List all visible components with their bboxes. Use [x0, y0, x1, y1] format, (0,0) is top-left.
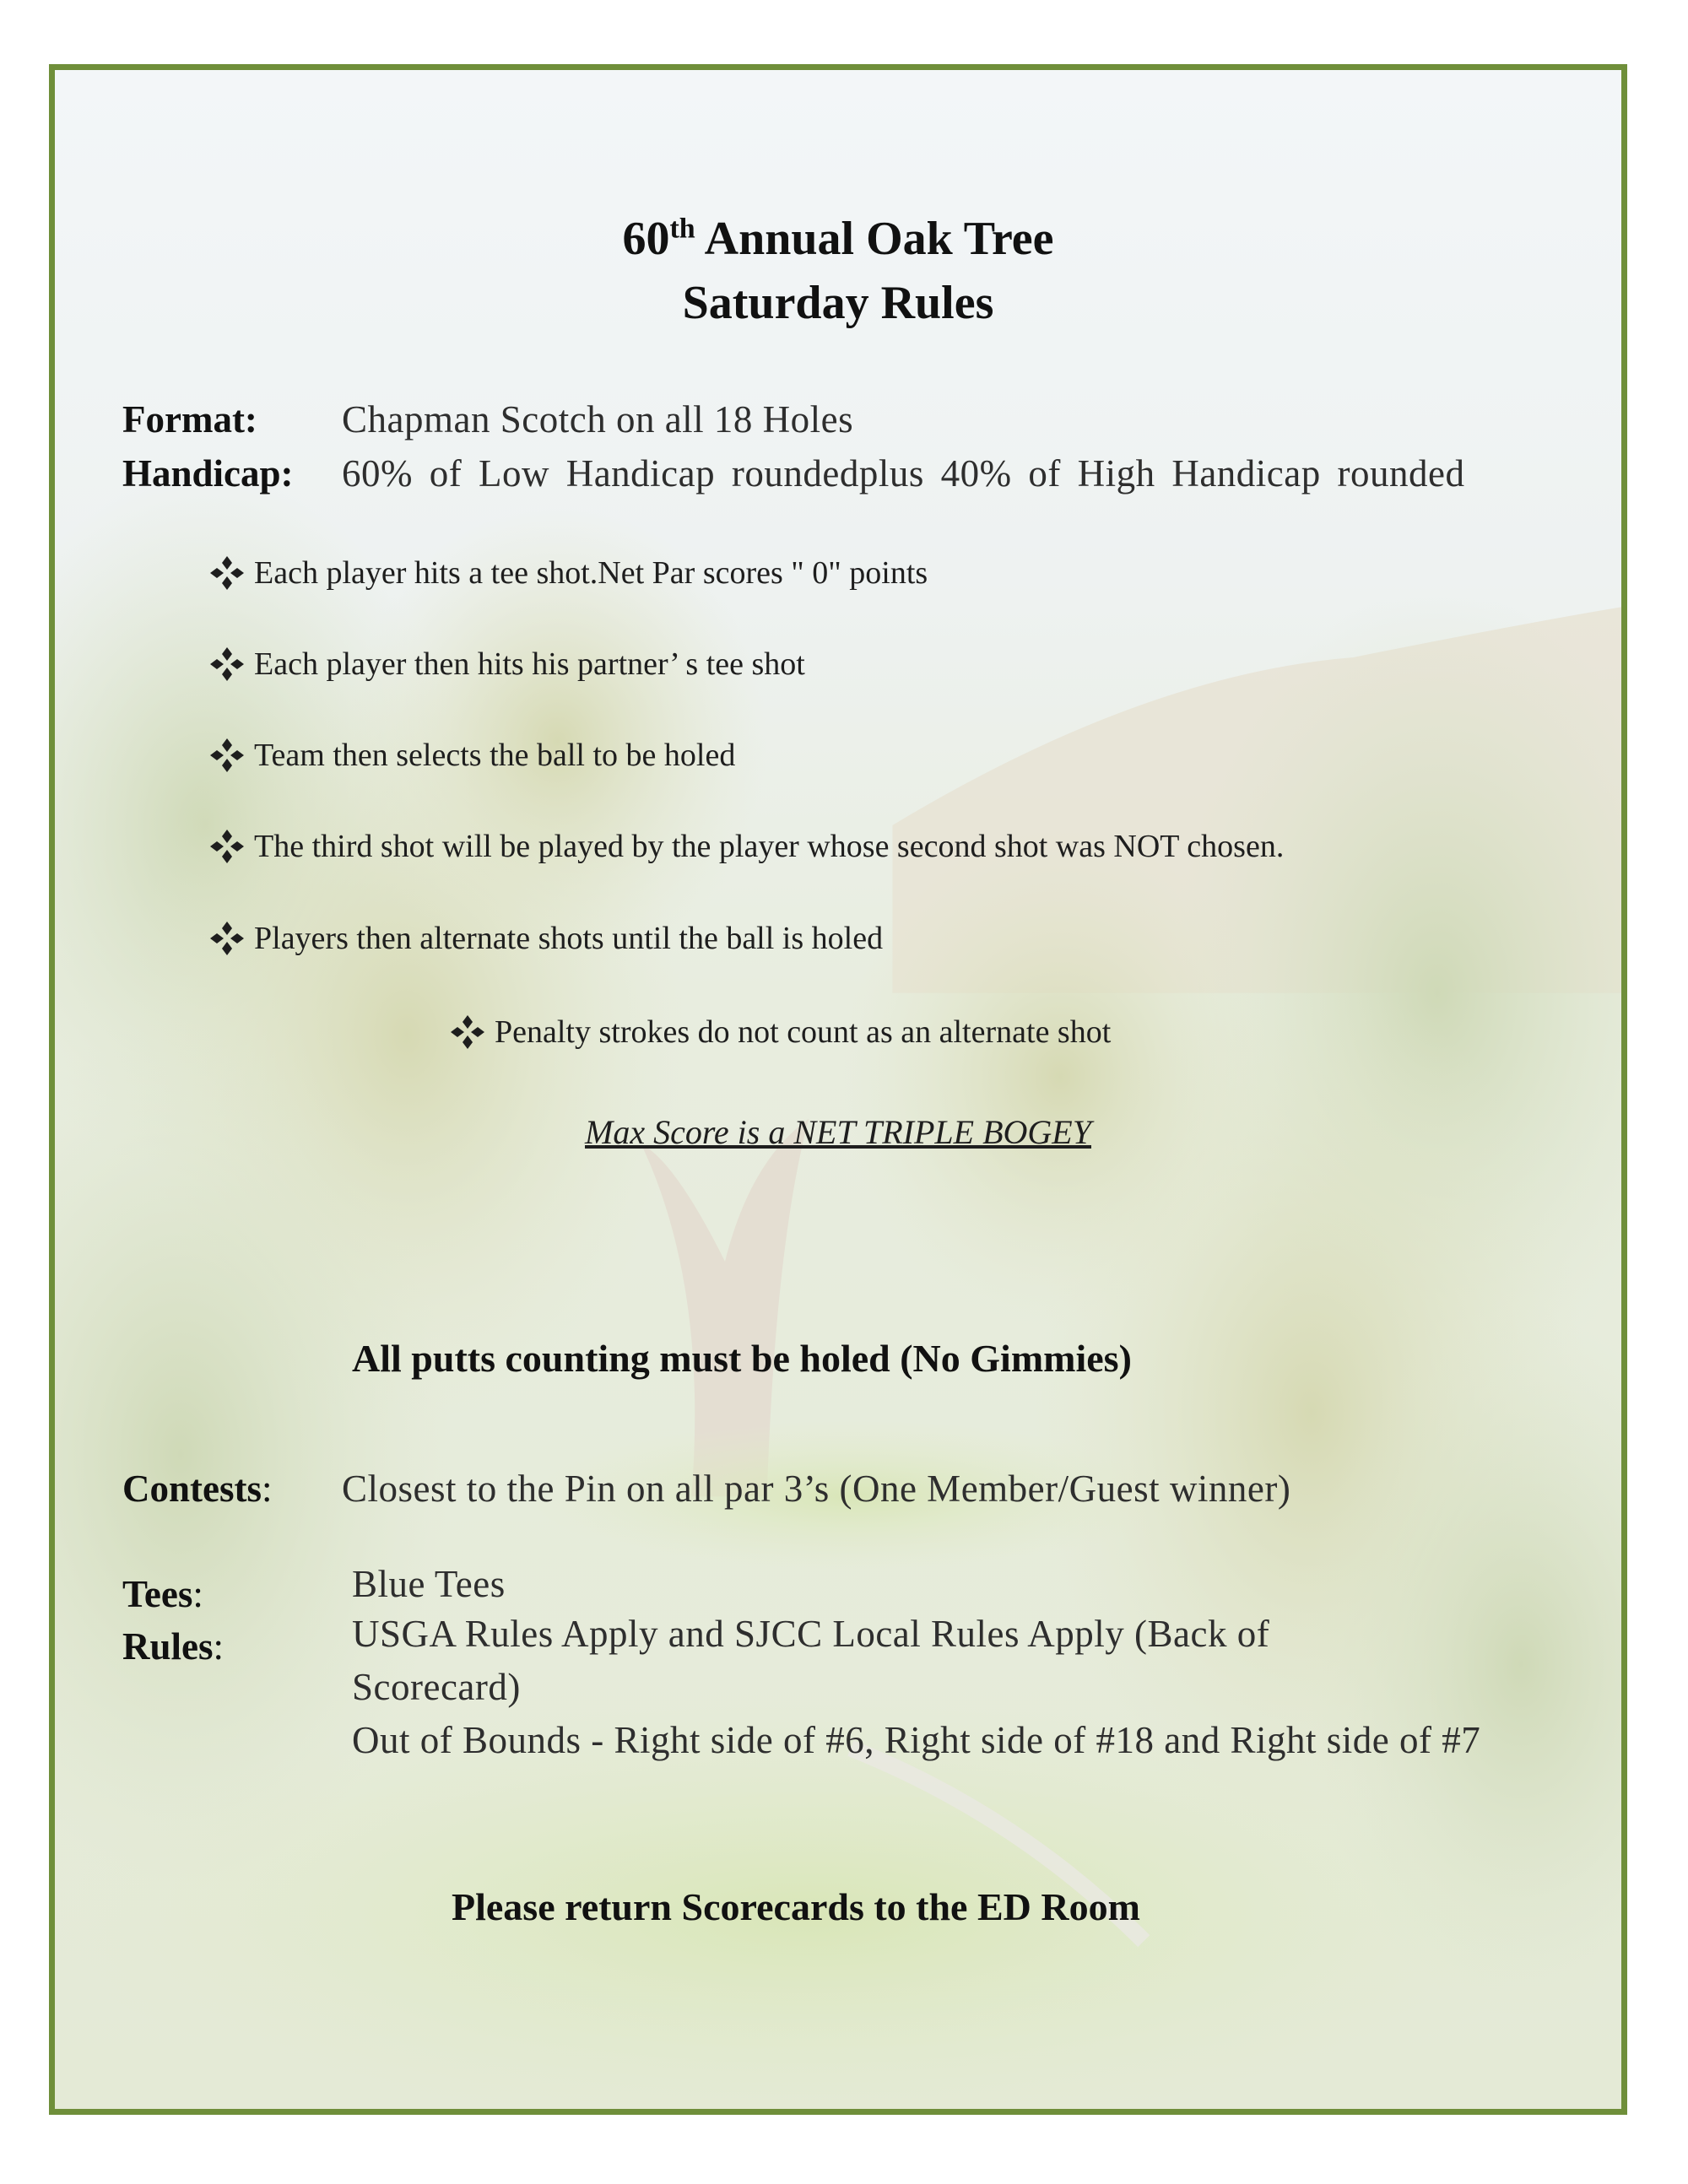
page-frame — [49, 64, 1627, 2115]
rule-text-1: Each player hits a tee shot.Net Par scores " 0" points — [254, 555, 928, 591]
page-title — [55, 212, 1621, 266]
handicap-label: Handicap: — [122, 452, 294, 495]
contests-label — [122, 1467, 273, 1511]
rule-bullet-2 — [207, 644, 805, 684]
rule-text-6: Penalty strokes do not count as an alternate shot — [495, 1014, 1112, 1050]
rule-bullet-5 — [207, 918, 883, 959]
diamond-bullet-icon — [207, 918, 247, 959]
title-number: 60 — [622, 213, 670, 265]
document-content — [55, 70, 1621, 2109]
title-event: Annual Oak Tree — [695, 213, 1054, 265]
rules-label — [122, 1624, 224, 1668]
max-score-note: Max Score is a NET TRIPLE BOGEY — [585, 1113, 1091, 1151]
diamond-bullet-icon — [447, 1012, 488, 1052]
rule-text-4: The third shot will be played by the player whose second shot was NOT chosen. — [254, 829, 1285, 864]
rules-label-text: Rules — [122, 1625, 214, 1668]
rule-bullet-3 — [207, 735, 735, 776]
rule-text-5: Players then alternate shots until the ball is holed — [254, 921, 884, 956]
rule-bullet-1 — [207, 553, 928, 593]
diamond-bullet-icon — [207, 826, 247, 867]
page-subtitle: Saturday Rules — [682, 277, 994, 329]
handicap-value: 60% of Low Handicap roundedplus 40% of High Handicap rounded — [342, 452, 1465, 495]
contests-label-text: Contests — [122, 1468, 262, 1510]
tees-label — [122, 1572, 203, 1616]
contests-value: Closest to the Pin on all par 3’s (One Member/Guest winner) — [342, 1468, 1291, 1510]
title-ordinal: th — [669, 213, 695, 245]
diamond-bullet-icon — [207, 553, 247, 593]
format-value: Chapman Scotch on all 18 Holes — [342, 398, 854, 441]
rules-colon: : — [213, 1625, 225, 1668]
rules-value: USGA Rules Apply and SJCC Local Rules Apply (Back of Scorecard) — [352, 1613, 1270, 1708]
tees-value: Blue Tees — [352, 1563, 506, 1605]
out-of-bounds-note: Out of Bounds - Right side of #6, Right side of #18 and Right side of #7 — [352, 1719, 1481, 1761]
tees-label-text: Tees — [122, 1573, 193, 1615]
format-label: Format: — [122, 398, 257, 441]
diamond-bullet-icon — [207, 644, 247, 684]
contests-colon: : — [262, 1468, 273, 1510]
rule-bullet-6 — [447, 1012, 1111, 1052]
footer-note: Please return Scorecards to the ED Room — [452, 1885, 1140, 1928]
putts-note: All putts counting must be holed (No Gimmies) — [352, 1337, 1132, 1380]
rule-text-2: Each player then hits his partner’ s tee shot — [254, 646, 805, 682]
tees-colon: : — [192, 1573, 203, 1615]
diamond-bullet-icon — [207, 735, 247, 776]
rule-text-3: Team then selects the ball to be holed — [254, 738, 736, 773]
rule-bullet-4 — [207, 826, 1284, 867]
